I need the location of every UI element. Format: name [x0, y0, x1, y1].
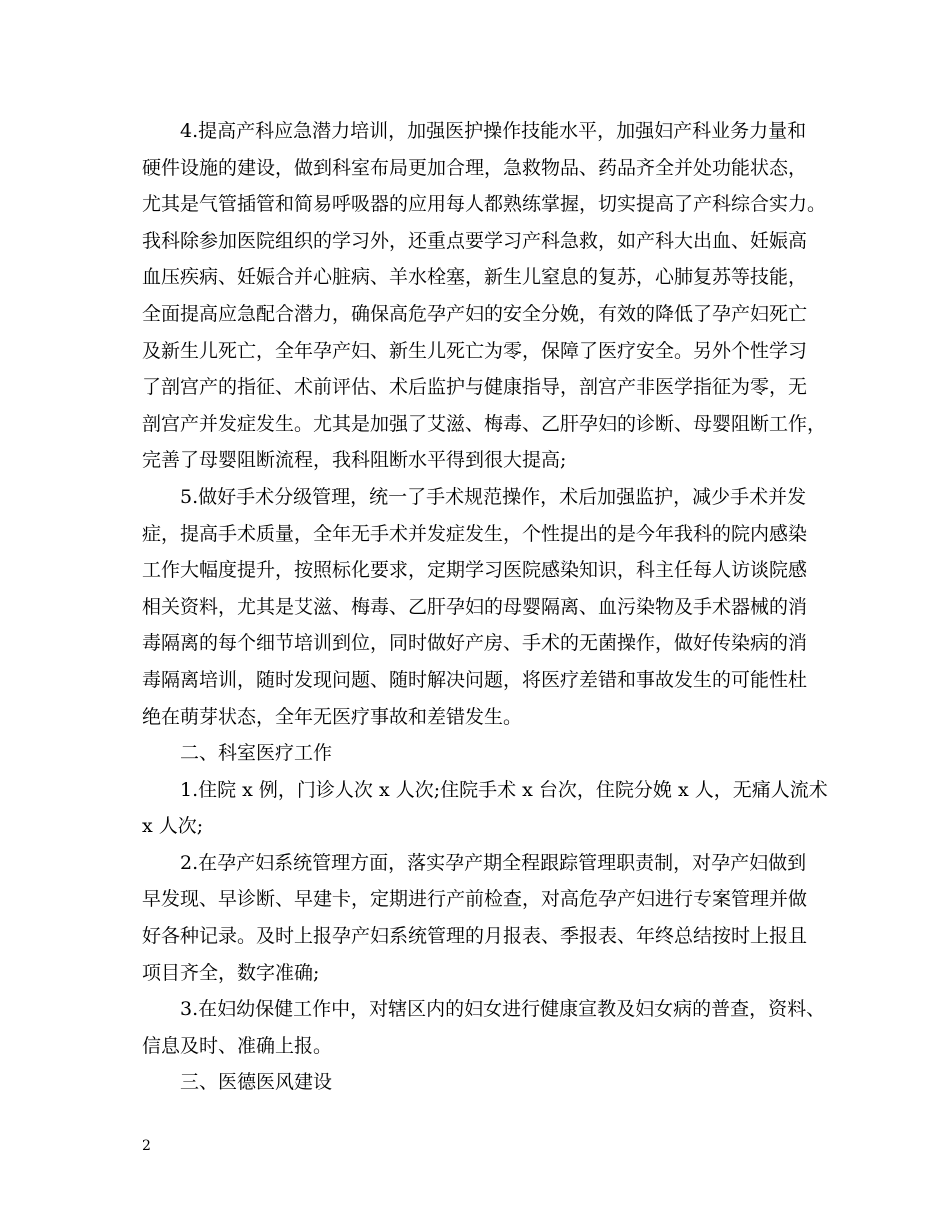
text-line: 了剖宫产的指征、术前评估、术后监护与健康指导，剖宫产非医学指征为零，无 — [142, 376, 808, 399]
text-line: 完善了母婴阻断流程，我科阻断水平得到很大提高; — [142, 449, 567, 472]
text-line: 症，提高手术质量，全年无手术并发症发生，个性提出的是今年我科的院内感染 — [142, 522, 808, 545]
text-line: 三、医德医风建设 — [180, 1071, 333, 1094]
paragraph — [142, 845, 812, 991]
text-line: 我科除参加医院组织的学习外，还重点要学习产科急救，如产科大出血、妊娠高 — [142, 229, 808, 252]
text-line: 剖宫产并发症发生。尤其是加强了艾滋、梅毒、乙肝孕妇的诊断、母婴阻断工作， — [142, 412, 827, 435]
text-line: x 人次; — [142, 815, 204, 838]
paragraph — [142, 991, 826, 1064]
paragraph — [142, 113, 827, 479]
text-line: 毒隔离培训，随时发现问题、随时解决问题，将医疗差错和事故发生的可能性杜 — [142, 668, 808, 691]
text-line: 二、科室医疗工作 — [180, 742, 333, 765]
text-line: 5.做好手术分级管理，统一了手术规范操作，术后加强监护，减少手术并发 — [180, 485, 807, 508]
page-number: 2 — [142, 1138, 151, 1154]
text-line: 全面提高应急配合潜力，确保高危孕产妇的安全分娩，有效的降低了孕产妇死亡 — [142, 302, 808, 325]
text-line: 相关资料，尤其是艾滋、梅毒、乙肝孕妇的母婴隔离、血污染物及手术器械的消 — [142, 595, 808, 618]
text-line: 3.在妇幼保健工作中，对辖区内的妇女进行健康宣教及妇女病的普查，资料、 — [180, 998, 826, 1021]
text-line: 项目齐全，数字准确; — [142, 961, 320, 984]
text-line: 早发现、早诊断、早建卡，定期进行产前检查，对高危孕产妇进行专案管理并做 — [142, 888, 808, 911]
text-line: 及新生儿死亡，全年孕产妇、新生儿死亡为零，保障了医疗安全。另外个性学习 — [142, 339, 808, 362]
text-line: 尤其是气管插管和简易呼吸器的应用每人都熟练掌握，切实提高了产科综合实力。 — [142, 193, 827, 216]
document-body — [142, 113, 828, 1101]
paragraph — [142, 735, 812, 772]
text-line: 4.提高产科应急潜力培训，加强医护操作技能水平，加强妇产科业务力量和 — [180, 120, 807, 142]
paragraph — [142, 1064, 812, 1101]
text-line: 绝在萌芽状态，全年无医疗事故和差错发生。 — [142, 705, 523, 728]
text-line: 好各种记录。及时上报孕产妇系统管理的月报表、季报表、年终总结按时上报且 — [142, 925, 808, 948]
paragraph — [142, 479, 812, 735]
text-line: 毒隔离的每个细节培训到位，同时做好产房、手术的无菌操作，做好传染病的消 — [142, 632, 808, 655]
text-line: 信息及时、准确上报。 — [142, 1034, 333, 1057]
text-line: 工作大幅度提升，按照标化要求，定期学习医院感染知识，科主任每人访谈院感 — [142, 559, 808, 582]
text-line: 2.在孕产妇系统管理方面，落实孕产期全程跟踪管理职责制，对孕产妇做到 — [180, 851, 807, 874]
paragraph — [142, 772, 828, 845]
text-line: 血压疾病、妊娠合并心脏病、羊水栓塞，新生儿窒息的复苏，心肺复苏等技能， — [142, 266, 808, 289]
text-line: 1.住院 x 例，门诊人次 x 人次;住院手术 x 台次，住院分娩 x 人，无痛人流术 — [180, 778, 828, 801]
text-line: 硬件设施的建设，做到科室布局更加合理，急救物品、药品齐全并处功能状态， — [142, 156, 808, 179]
